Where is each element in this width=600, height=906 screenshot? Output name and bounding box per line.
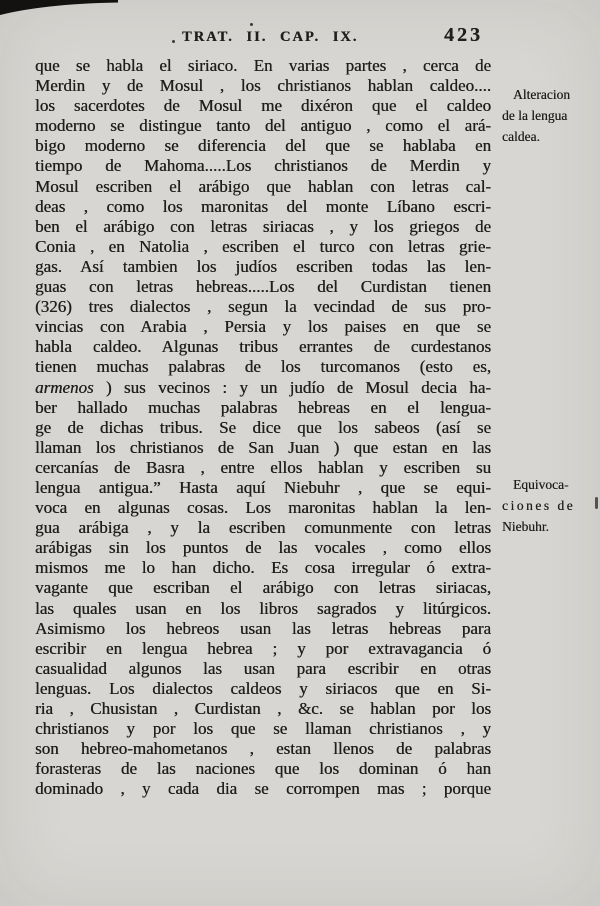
text-line: Conia , en Natolia , escriben el turco con letras grie- [35,236,491,256]
margin-note [502,474,598,537]
italic-text-segment: armenos [35,377,94,397]
text-line: casualidad algunos las usan para escribir en otras [35,658,491,678]
text-line: moderno se distingue tanto del antiguo , como el ará- [35,116,491,136]
text-line: Merdin y de Mosul , los christianos hablan caldeo.... [35,76,491,96]
text-line: mismos me lo han dicho. Es cosa irregular ó extra- [35,558,491,578]
text-line: ria , Chusistan , Curdistan , &c. se hablan por los [35,699,491,718]
text-line: escribir en lengua hebrea ; y por extravagancia ó [35,638,491,658]
margin-note-line: Niebuhr. [502,519,549,534]
margin-note-line: Alteracion [513,87,570,102]
scan-speckle [595,497,598,509]
text-line: lenguas. Los dialectos caldeos y siriacos que en Si- [35,678,491,698]
text-line: (326) tres dialectos , segun la vecindad de sus pro- [35,297,491,317]
text-line: tienen muchas palabras de los turcomanos (esto es, [35,357,491,377]
text-line: ge de dichas tribus. Se dice que los sabeos (así se [35,417,491,437]
scan-speckle [172,40,175,43]
scan-speckle [250,23,253,26]
margin-note [502,84,598,147]
text-line: forasteras de las naciones que los dominan ó han [35,759,491,779]
text-line: llaman los christianos de San Juan ) que estan en las [35,437,491,457]
text-line: guas con letras hebreas.....Los del Curdistan tienen [35,277,491,297]
margin-note-line: ciones de [502,498,576,513]
text-line: Asimismo los hebreos usan las letras hebreas para [35,618,491,638]
margin-note-line: de la lengua [502,108,568,123]
text-line: habla caldeo. Algunas tribus errantes de curdestanos [35,337,491,357]
text-line: vagante que escriban el arábigo con letras siriacas, [35,578,491,598]
page-number: 423 [444,24,483,46]
text-line: ben el arábigo con letras siriacas , y los griegos de [35,216,491,236]
text-line: que se habla el siriaco. En varias partes , cerca de [35,56,491,75]
margin-note-line: Equivoca- [513,477,569,492]
text-line: arábigas sin los puntos de las vocales , como ellos [35,538,491,558]
text-line: deas , como los maronitas del monte Líbano escri- [35,196,491,216]
margin-note-line: caldea. [502,129,540,144]
text-line: los sacerdotes de Mosul me dixéron que el caldeo [35,96,491,116]
text-line: las quales usan en los libros sagrados y litúrgicos. [35,598,491,618]
text-segment: ) sus vecinos : y un judío de Mosul decia ha- [93,377,491,397]
text-line: vincias con Arabia , Persia y los paises en que se [35,317,491,337]
text-line: gas. Así tambien los judíos escriben todas las len- [35,256,491,276]
text-line: cercanías de Basra , entre ellos hablan y escriben su [35,457,491,477]
body-text [35,56,491,799]
text-line: gua arábiga , y la escriben comunmente con letras [35,518,491,538]
text-line: tiempo de Mahoma.....Los christianos de Merdin y [35,156,491,176]
running-title: TRAT. II. CAP. IX. [182,29,359,45]
text-line: voca en algunas cosas. Los maronitas hablan la len- [35,498,491,518]
text-line: dominado , y cada dia se corrompen mas ; porque [35,779,491,799]
text-line [35,378,491,398]
text-line: christianos y por los que se llaman christianos , y [35,719,491,739]
text-line: son hebreo-mahometanos , estan llenos de palabras [35,739,491,759]
text-line: ber hallado muchas palabras hebreas en el lengua- [35,397,491,417]
text-line: Mosul escriben el arábigo que hablan con letras cal- [35,176,491,196]
text-line: bigo moderno se diferencia del que se hablaba en [35,136,491,156]
scan-artifact-top-left-icon [0,0,130,20]
text-line: lengua antigua.” Hasta aquí Niebuhr , que se equi- [35,477,491,497]
